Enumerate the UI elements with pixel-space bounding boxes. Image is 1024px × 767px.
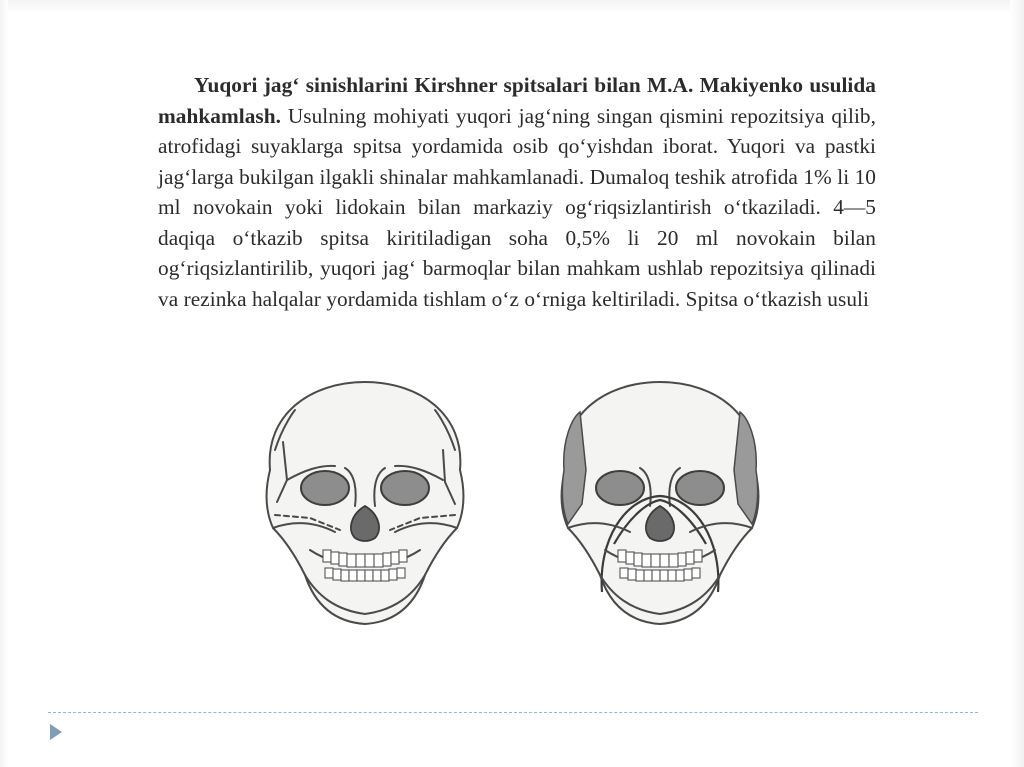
figure: [250, 370, 790, 650]
document-heading: Yuqori jag‘ sinishlarini Kirshner spitsalari bilan M.A. Makiyenko usulida mahkamlash.: [158, 73, 876, 128]
slide-right-shadow: [1010, 0, 1024, 767]
footer-divider: [48, 712, 978, 713]
document-paragraph: [158, 70, 876, 314]
slide-top-shadow: [0, 0, 1024, 14]
left-skull: [267, 382, 464, 624]
document-body: Usulning mohiyati yuqori jag‘ning singan qismini repozitsiya qilib, atrofidagi suyaklarga spitsa yordamida osib qo‘yishdan iborat. Yuqori va pastki jag‘larga bukilgan ilgakli shinalar mahkamlanadi. Dumaloq teshik atrofida 1% li 10 ml novokain yoki lidokain bilan markaziy og‘riqsizlantirish o‘tkaziladi. 4—5 daqiqa o‘tkazib spitsa kiritiladigan soha 0,5% li 20 ml novokain bilan og‘riqsizlantirilib, yuqori jag‘ barmoqlar bilan mahkam ushlab repozitsiya qilinadi va rezinka halqalar yordamida tishlam o‘z o‘rniga keltiriladi. Spitsa o‘tkazish usuli: [158, 103, 876, 311]
triangle-right-icon[interactable]: [50, 724, 62, 740]
right-skull: [562, 382, 759, 624]
left-lower-teeth: [325, 568, 405, 581]
slide-left-shadow: [0, 0, 8, 767]
skull-illustration: [250, 370, 790, 650]
right-lower-teeth: [620, 568, 700, 581]
